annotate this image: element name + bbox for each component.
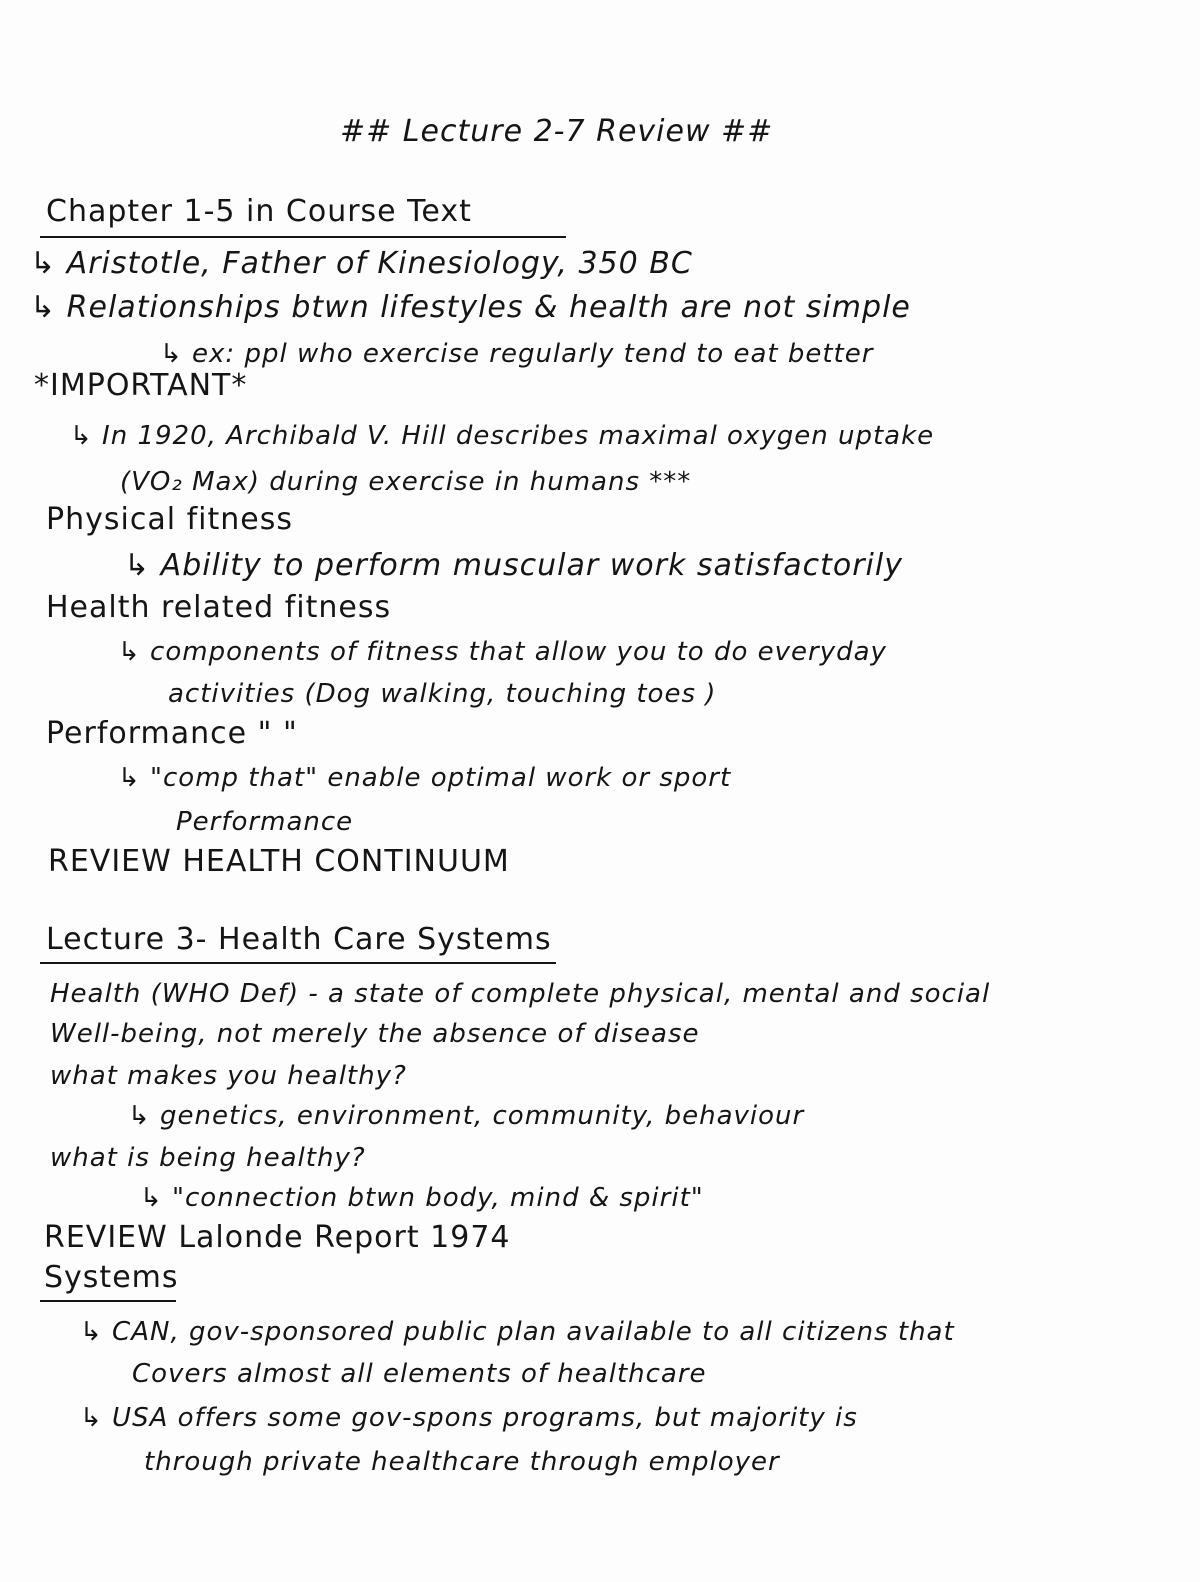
note-heading: Physical fitness [46, 502, 293, 537]
page-title: ## Lecture 2-7 Review ## [340, 114, 774, 149]
note-line: activities (Dog walking, touching toes ) [168, 679, 717, 709]
note-line: ↳ USA offers some gov-spons programs, but majority is [80, 1403, 858, 1433]
note-heading: Performance " " [46, 716, 298, 751]
note-line: (VO₂ Max) during exercise in humans *** [120, 467, 692, 497]
heading-underline [40, 1300, 176, 1302]
note-heading: REVIEW HEALTH CONTINUUM [48, 844, 510, 879]
heading-underline [40, 236, 566, 238]
note-line: through private healthcare through employer [144, 1447, 780, 1477]
note-line: ↳ ex: ppl who exercise regularly tend to eat better [160, 339, 874, 369]
note-heading: REVIEW Lalonde Report 1974 [44, 1220, 511, 1255]
note-line: ↳ Ability to perform muscular work satisfactorily [124, 548, 903, 583]
important-label: *IMPORTANT* [34, 368, 248, 403]
note-line: what makes you healthy? [50, 1061, 407, 1091]
note-line: Health (WHO Def) - a state of complete physical, mental and social [50, 979, 991, 1009]
note-line: ↳ genetics, environment, community, behaviour [128, 1101, 805, 1131]
note-line: ↳ Relationships btwn lifestyles & health are not simple [30, 290, 911, 325]
note-heading: Health related fitness [46, 590, 392, 625]
note-line: ↳ CAN, gov-sponsored public plan available to all citizens that [80, 1317, 955, 1347]
heading-underline [40, 962, 556, 964]
section-heading-systems: Systems [44, 1260, 179, 1295]
section-heading-chapter: Chapter 1-5 in Course Text [46, 194, 472, 229]
note-line: ↳ "connection btwn body, mind & spirit" [140, 1183, 704, 1213]
note-line: Covers almost all elements of healthcare [132, 1359, 707, 1389]
note-line: ↳ "comp that" enable optimal work or sport [118, 763, 732, 793]
section-heading-lecture-3: Lecture 3- Health Care Systems [46, 922, 552, 957]
note-line: ↳ In 1920, Archibald V. Hill describes maximal oxygen uptake [70, 421, 935, 451]
note-line: ↳ components of fitness that allow you to do everyday [118, 637, 887, 667]
note-line: ↳ Aristotle, Father of Kinesiology, 350 BC [30, 246, 693, 281]
note-line: what is being healthy? [50, 1143, 366, 1173]
note-line: Performance [176, 807, 354, 837]
note-line: Well-being, not merely the absence of disease [50, 1019, 700, 1049]
